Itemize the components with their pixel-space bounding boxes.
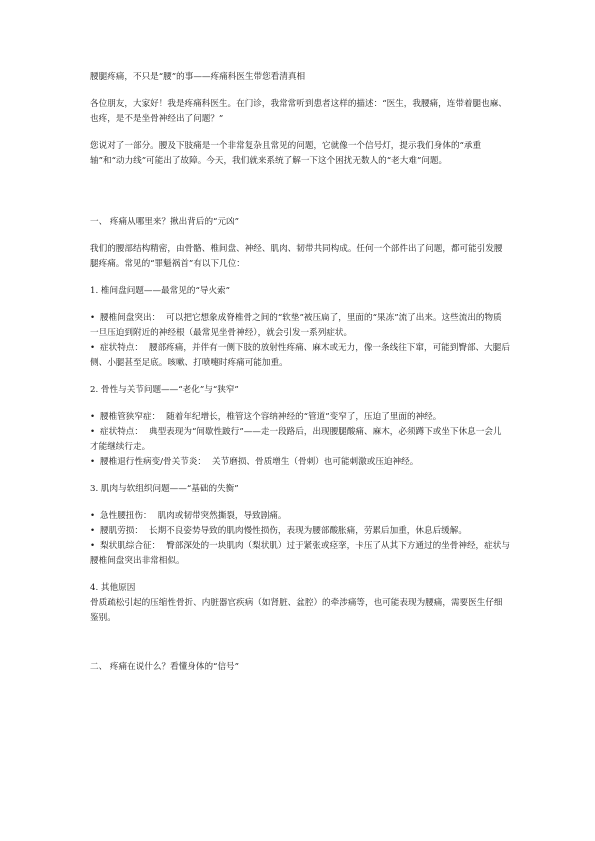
bullet-text: 腰部疼痛，并伴有一侧下肢的放射性疼痛、麻木或无力，像一条线往下窜，可能到臀部、大腿后侧、小腿甚至足底。咳嗽、打喷嚏时疼痛可能加重。 bbox=[90, 343, 510, 368]
bullet-label: 症状特点： bbox=[100, 343, 143, 353]
subsection-title: 2. 骨性与关节问题——“老化”与“狭窄” bbox=[90, 385, 239, 395]
bullet-label: 腰椎退行性病变/骨关节炎： bbox=[100, 457, 207, 467]
bullet-item bbox=[90, 410, 510, 425]
bullet-label: 急性腰扭伤： bbox=[100, 511, 152, 521]
bullet-label: 腰肌劳损： bbox=[100, 526, 143, 536]
bullet-item bbox=[90, 455, 510, 470]
bullet-label: 腰椎间盘突出： bbox=[100, 313, 161, 323]
intro-paragraph-1: 各位朋友，大家好！我是疼痛科医生。在门诊，我常常听到患者这样的描述：“医生，我腰痛，连带着腿也麻、也疼，是不是坐骨神经出了问题？” bbox=[90, 99, 507, 124]
bullet-dot-icon: • bbox=[90, 313, 96, 323]
document-title: 腰腿疼痛，不只是“腰”的事——疼痛科医生带您看清真相 bbox=[90, 72, 306, 82]
bullet-item bbox=[90, 425, 510, 455]
spacer bbox=[90, 638, 510, 660]
bullet-list bbox=[90, 311, 510, 371]
bullet-dot-icon: • bbox=[90, 343, 96, 353]
bullet-label: 腰椎管狭窄症： bbox=[100, 412, 161, 422]
subsection-text: 骨质疏松引起的压缩性骨折、内脏器官疾病（如肾脏、盆腔）的牵涉痛等，也可能表现为腰痛，需要医生仔细鉴别。 bbox=[90, 598, 503, 623]
bullet-list bbox=[90, 410, 510, 470]
bullet-list bbox=[90, 509, 510, 569]
bullet-text: 长期不良姿势导致的肌肉慢性损伤，表现为腰部酸胀痛，劳累后加重，休息后缓解。 bbox=[148, 526, 467, 536]
bullet-dot-icon: • bbox=[90, 457, 96, 467]
bullet-item bbox=[90, 539, 510, 569]
bullet-item bbox=[90, 509, 510, 524]
bullet-text: 随着年纪增长，椎管这个容纳神经的“管道”变窄了，压迫了里面的神经。 bbox=[166, 412, 442, 422]
bullet-text: 关节磨损、骨质增生（骨刺）也可能刺激或压迫神经。 bbox=[212, 457, 419, 467]
bullet-text: 臀部深处的一块肌肉（梨状肌）过于紧张或痉挛，卡压了从其下方通过的坐骨神经，症状与腰椎间盘突出非常相似。 bbox=[90, 541, 510, 566]
bullet-dot-icon: • bbox=[90, 526, 96, 536]
subsection-title: 4. 其他原因 bbox=[90, 583, 136, 593]
bullet-text: 可以把它想象成脊椎骨之间的“软垫”被压扁了，里面的“果冻”流了出来。这些流出的物质一旦压迫到附近的神经根（最常见坐骨神经），就会引发一系列症状。 bbox=[90, 313, 502, 338]
bullet-item bbox=[90, 341, 510, 371]
section-1-intro: 我们的腰部结构精密，由骨骼、椎间盘、神经、肌肉、韧带共同构成。任何一个部件出了问题，都可能引发腰腿疼痛。常见的“罪魁祸首”有以下几位： bbox=[90, 244, 503, 269]
bullet-label: 梨状肌综合征： bbox=[100, 541, 161, 551]
section-1-title: 一、 疼痛从哪里来？揪出背后的“元凶” bbox=[90, 217, 240, 227]
subsection-title: 3. 肌肉与软组织问题——“基础的失衡” bbox=[90, 484, 239, 494]
bullet-text: 典型表现为“间歇性跛行”——走一段路后，出现腰腿酸痛、麻木，必须蹲下或坐下休息一会儿才能继续行走。 bbox=[90, 427, 502, 452]
subsection-title: 1. 椎间盘问题——最常见的“导火索” bbox=[90, 286, 231, 296]
bullet-label: 症状特点： bbox=[100, 427, 143, 437]
document-page bbox=[90, 70, 510, 687]
spacer bbox=[90, 181, 510, 215]
bullet-dot-icon: • bbox=[90, 412, 96, 422]
bullet-dot-icon: • bbox=[90, 511, 96, 521]
bullet-dot-icon: • bbox=[90, 541, 96, 551]
bullet-item bbox=[90, 311, 510, 341]
section-2-title: 二、 疼痛在说什么？看懂身体的“信号” bbox=[90, 662, 240, 672]
intro-paragraph-2: 您说对了一部分。腰及下肢痛是一个非常复杂且常见的问题，它就像一个信号灯，提示我们身体的“承重轴”和“动力线”可能出了故障。今天，我们就来系统了解一下这个困扰无数人的“老大难”问题。 bbox=[90, 141, 482, 166]
bullet-item bbox=[90, 524, 510, 539]
bullet-dot-icon: • bbox=[90, 427, 96, 437]
bullet-text: 肌肉或韧带突然撕裂，导致剧痛。 bbox=[157, 511, 287, 521]
